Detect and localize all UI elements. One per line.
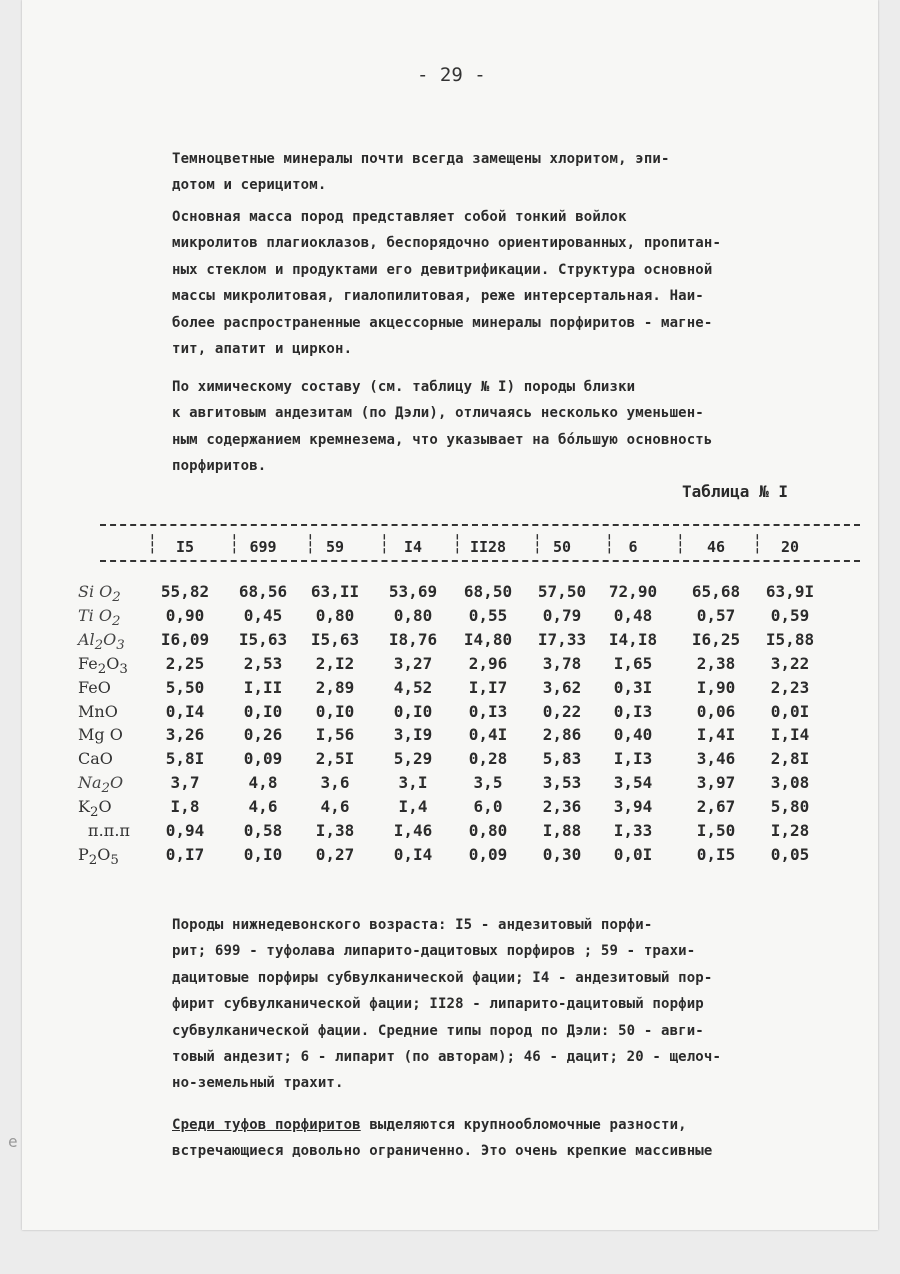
column-separator: ┆ [452, 534, 463, 555]
table-cell: 0,3I [613, 677, 653, 697]
table-cell: 5,8I [165, 749, 205, 769]
column-header-50: 50 [552, 538, 572, 556]
table-cell: 0,59 [770, 605, 810, 625]
page-number: - 29 - [417, 64, 486, 86]
table-cell: 0,0I [613, 844, 653, 864]
table-cell: 3,94 [613, 797, 653, 817]
column-separator: ┆ [675, 534, 686, 555]
row-label: $K_2O$ [78, 797, 112, 821]
column-header-6: 6 [628, 538, 638, 556]
table-cell: 0,I0 [243, 701, 283, 721]
table-cell: 2,96 [468, 653, 508, 673]
table-cell: 3,6 [320, 773, 350, 793]
table-cell: 0,06 [696, 701, 736, 721]
table-cell: 2,89 [315, 677, 355, 697]
table-cell: I,88 [542, 821, 582, 840]
table-cell: 3,46 [696, 749, 736, 769]
table-cell: 0,27 [315, 844, 355, 864]
table-cell: I,I3 [613, 749, 653, 769]
table-cell: 3,27 [393, 653, 433, 673]
table-cell: I,II [243, 677, 283, 697]
row-label: Si $O_2$ [78, 582, 121, 606]
table-cell: 0,I5 [696, 844, 736, 864]
row-label: Ti $O_2$ [78, 605, 121, 630]
table-cell: 4,6 [248, 797, 278, 817]
table-cell: 3,22 [770, 653, 810, 673]
table-cell: 6,0 [473, 797, 503, 817]
table-cell: 0,28 [468, 749, 508, 769]
table-cell: 0,26 [243, 725, 283, 745]
table-cell: 0,90 [165, 605, 205, 625]
table-cell: 63,II [310, 582, 360, 601]
table-cell: 4,6 [320, 797, 350, 817]
table-cell: I8,76 [388, 629, 438, 649]
row-label: $P_2O_5$ [78, 844, 119, 869]
table-cell: 4,52 [393, 677, 433, 697]
table-cell: 0,05 [770, 844, 810, 864]
row-label: $Na_2O$ [78, 773, 124, 797]
table-cell: 3,97 [696, 773, 736, 793]
table-cell: I,65 [613, 653, 653, 673]
table-cell: 72,90 [608, 582, 658, 601]
column-header-I5: I5 [175, 538, 195, 556]
table-cell: 2,5I [315, 749, 355, 769]
table-cell: 2,53 [243, 653, 283, 673]
paragraph-final [172, 1112, 862, 1165]
table-cell: 0,45 [243, 605, 283, 625]
table-cell: 5,80 [770, 797, 810, 817]
table-cell: 2,25 [165, 653, 205, 673]
table-cell: 0,09 [243, 749, 283, 769]
table-cell: 3,54 [613, 773, 653, 793]
row-label: $Fe_2O_3$ [78, 653, 128, 677]
table-cell: 65,68 [691, 582, 741, 601]
table-cell: I,I4 [770, 725, 810, 745]
table-cell: I6,25 [691, 629, 741, 649]
table-cell: 5,50 [165, 677, 205, 697]
table-cell: I,I7 [468, 677, 508, 697]
column-header-II28: II28 [469, 538, 507, 556]
table-cell: 0,80 [468, 821, 508, 840]
table-cell: 3,I [398, 773, 428, 793]
table-cell: I4,80 [463, 629, 513, 649]
row-label: MnO [78, 701, 118, 721]
column-separator: ┆ [752, 534, 763, 555]
row-label: п.п.п [88, 821, 131, 840]
table-cell: I5,63 [310, 629, 360, 649]
table-cell: I,90 [696, 677, 736, 697]
table-caption: Таблица № I [682, 482, 788, 501]
row-label: FeO [78, 677, 111, 697]
margin-mark: e [8, 1132, 18, 1151]
final-line-1-rest: выделяются крупнообломочные разности, [360, 1117, 687, 1133]
column-separator: ┆ [229, 534, 240, 555]
table-cell: 0,48 [613, 605, 653, 625]
column-header-46: 46 [706, 538, 726, 556]
table-header-rule [100, 560, 860, 562]
table-cell: 2,I2 [315, 653, 355, 673]
table-cell: 3,I9 [393, 725, 433, 745]
row-label: Mg O [78, 725, 123, 745]
table-cell: I5,88 [765, 629, 815, 649]
paragraph-1: Темноцветные минералы почти всегда замещены хлоритом, эпи- дотом и серицитом. [172, 151, 670, 194]
table-cell: 0,80 [315, 605, 355, 625]
paragraph-2: Основная масса пород представляет собой тонкий войлок микролитов плагиоклазов, беспорядочно ориентированных, пропитан- ных стеклом и продуктами его девитрификации. Структура основной массы микролитовая, гиалопилитовая, реже интерсертальная. Наи- более распространенные акцессорные минералы порфиритов - магне- тит, апатит и циркон. [172, 209, 722, 358]
table-cell: 2,67 [696, 797, 736, 817]
table-cell: 68,56 [238, 582, 288, 601]
table-cell: 2,86 [542, 725, 582, 745]
table-cell: 0,0I [770, 701, 810, 721]
table-cell: 0,57 [696, 605, 736, 625]
table-cell: I,4 [398, 797, 428, 817]
table-cell: 0,I4 [165, 701, 205, 721]
table-cell: 2,38 [696, 653, 736, 673]
table-cell: 3,08 [770, 773, 810, 793]
table-cell: 3,5 [473, 773, 503, 793]
table-cell: 0,I3 [468, 701, 508, 721]
table-cell: I,50 [696, 821, 736, 840]
final-line-2: встречающиеся довольно ограниченно. Это очень крепкие массивные [172, 1143, 713, 1160]
table-cell: I6,09 [160, 629, 210, 649]
table-cell: 0,58 [243, 821, 283, 840]
table-cell: 53,69 [388, 582, 438, 601]
final-line-1 [172, 1112, 862, 1138]
table-cell: I,33 [613, 821, 653, 840]
table-cell: I5,63 [238, 629, 288, 649]
column-separator: ┆ [305, 534, 316, 555]
table-cell: I,4I [696, 725, 736, 745]
table-cell: 2,23 [770, 677, 810, 697]
table-cell: 3,26 [165, 725, 205, 745]
row-label: $Al_2O_3$ [78, 629, 125, 653]
table-cell: 0,I7 [165, 844, 205, 864]
table-cell: 0,30 [542, 844, 582, 864]
table-cell: I,38 [315, 821, 355, 840]
table-cell: 55,82 [160, 582, 210, 601]
column-header-I4: I4 [403, 538, 423, 556]
table-cell: I7,33 [537, 629, 587, 649]
column-separator: ┆ [532, 534, 543, 555]
column-header-59: 59 [325, 538, 345, 556]
column-header-20: 20 [780, 538, 800, 556]
table-cell: 5,29 [393, 749, 433, 769]
table-cell: 0,I0 [315, 701, 355, 721]
table-cell: 5,83 [542, 749, 582, 769]
table-cell: 0,94 [165, 821, 205, 840]
table-cell: 0,I3 [613, 701, 653, 721]
table-cell: 3,62 [542, 677, 582, 697]
table-cell: 0,40 [613, 725, 653, 745]
table-cell: 0,09 [468, 844, 508, 864]
table-cell: I,8 [170, 797, 200, 817]
table-cell: I,46 [393, 821, 433, 840]
table-cell: 0,I0 [393, 701, 433, 721]
table-cell: 2,8I [770, 749, 810, 769]
table-notes: Породы нижнедевонского возраста: I5 - андезитовый порфи- рит; 699 - туфолава липарито-дацитовых порфиров ; 59 - трахи- дацитовые порфиры субвулканической фации; I4 - андезитовый пор- фирит субвулканической фации; II28 - липарито-дацитовый порфир субвулканической фации. Средние типы пород по Дэли: 50 - авги- товый андезит; 6 - липарит (по авторам); 46 - дацит; 20 - щелоч- но-земельный трахит. [172, 917, 722, 1092]
table-cell: 2,36 [542, 797, 582, 817]
underlined-phrase: Среди туфов порфиритов [172, 1117, 361, 1133]
table-cell: I,56 [315, 725, 355, 745]
column-separator: ┆ [147, 534, 158, 555]
document-page [22, 0, 878, 1230]
table-cell: 68,50 [463, 582, 513, 601]
table-cell: I,28 [770, 821, 810, 840]
column-separator: ┆ [604, 534, 615, 555]
table-cell: 0,79 [542, 605, 582, 625]
table-cell: 0,I4 [393, 844, 433, 864]
column-header-699: 699 [249, 538, 277, 556]
table-top-rule [100, 524, 860, 526]
table-cell: 3,7 [170, 773, 200, 793]
column-separator: ┆ [379, 534, 390, 555]
table-cell: 3,53 [542, 773, 582, 793]
paragraph-3: По химическому составу (см. таблицу № I) породы близки к авгитовым андезитам (по Дэли), отличаясь несколько уменьшен- ным содержанием кремнезема, что указывает на бо́льшую основность порфиритов. [172, 379, 713, 475]
table-cell: I4,I8 [608, 629, 658, 649]
table-cell: 0,80 [393, 605, 433, 625]
table-cell: 57,50 [537, 582, 587, 601]
table-cell: 0,22 [542, 701, 582, 721]
table-cell: 3,78 [542, 653, 582, 673]
table-cell: 63,9I [765, 582, 815, 601]
row-label: CaO [78, 749, 113, 769]
table-cell: 0,I0 [243, 844, 283, 864]
table-cell: 4,8 [248, 773, 278, 793]
table-cell: 0,55 [468, 605, 508, 625]
table-cell: 0,4I [468, 725, 508, 745]
